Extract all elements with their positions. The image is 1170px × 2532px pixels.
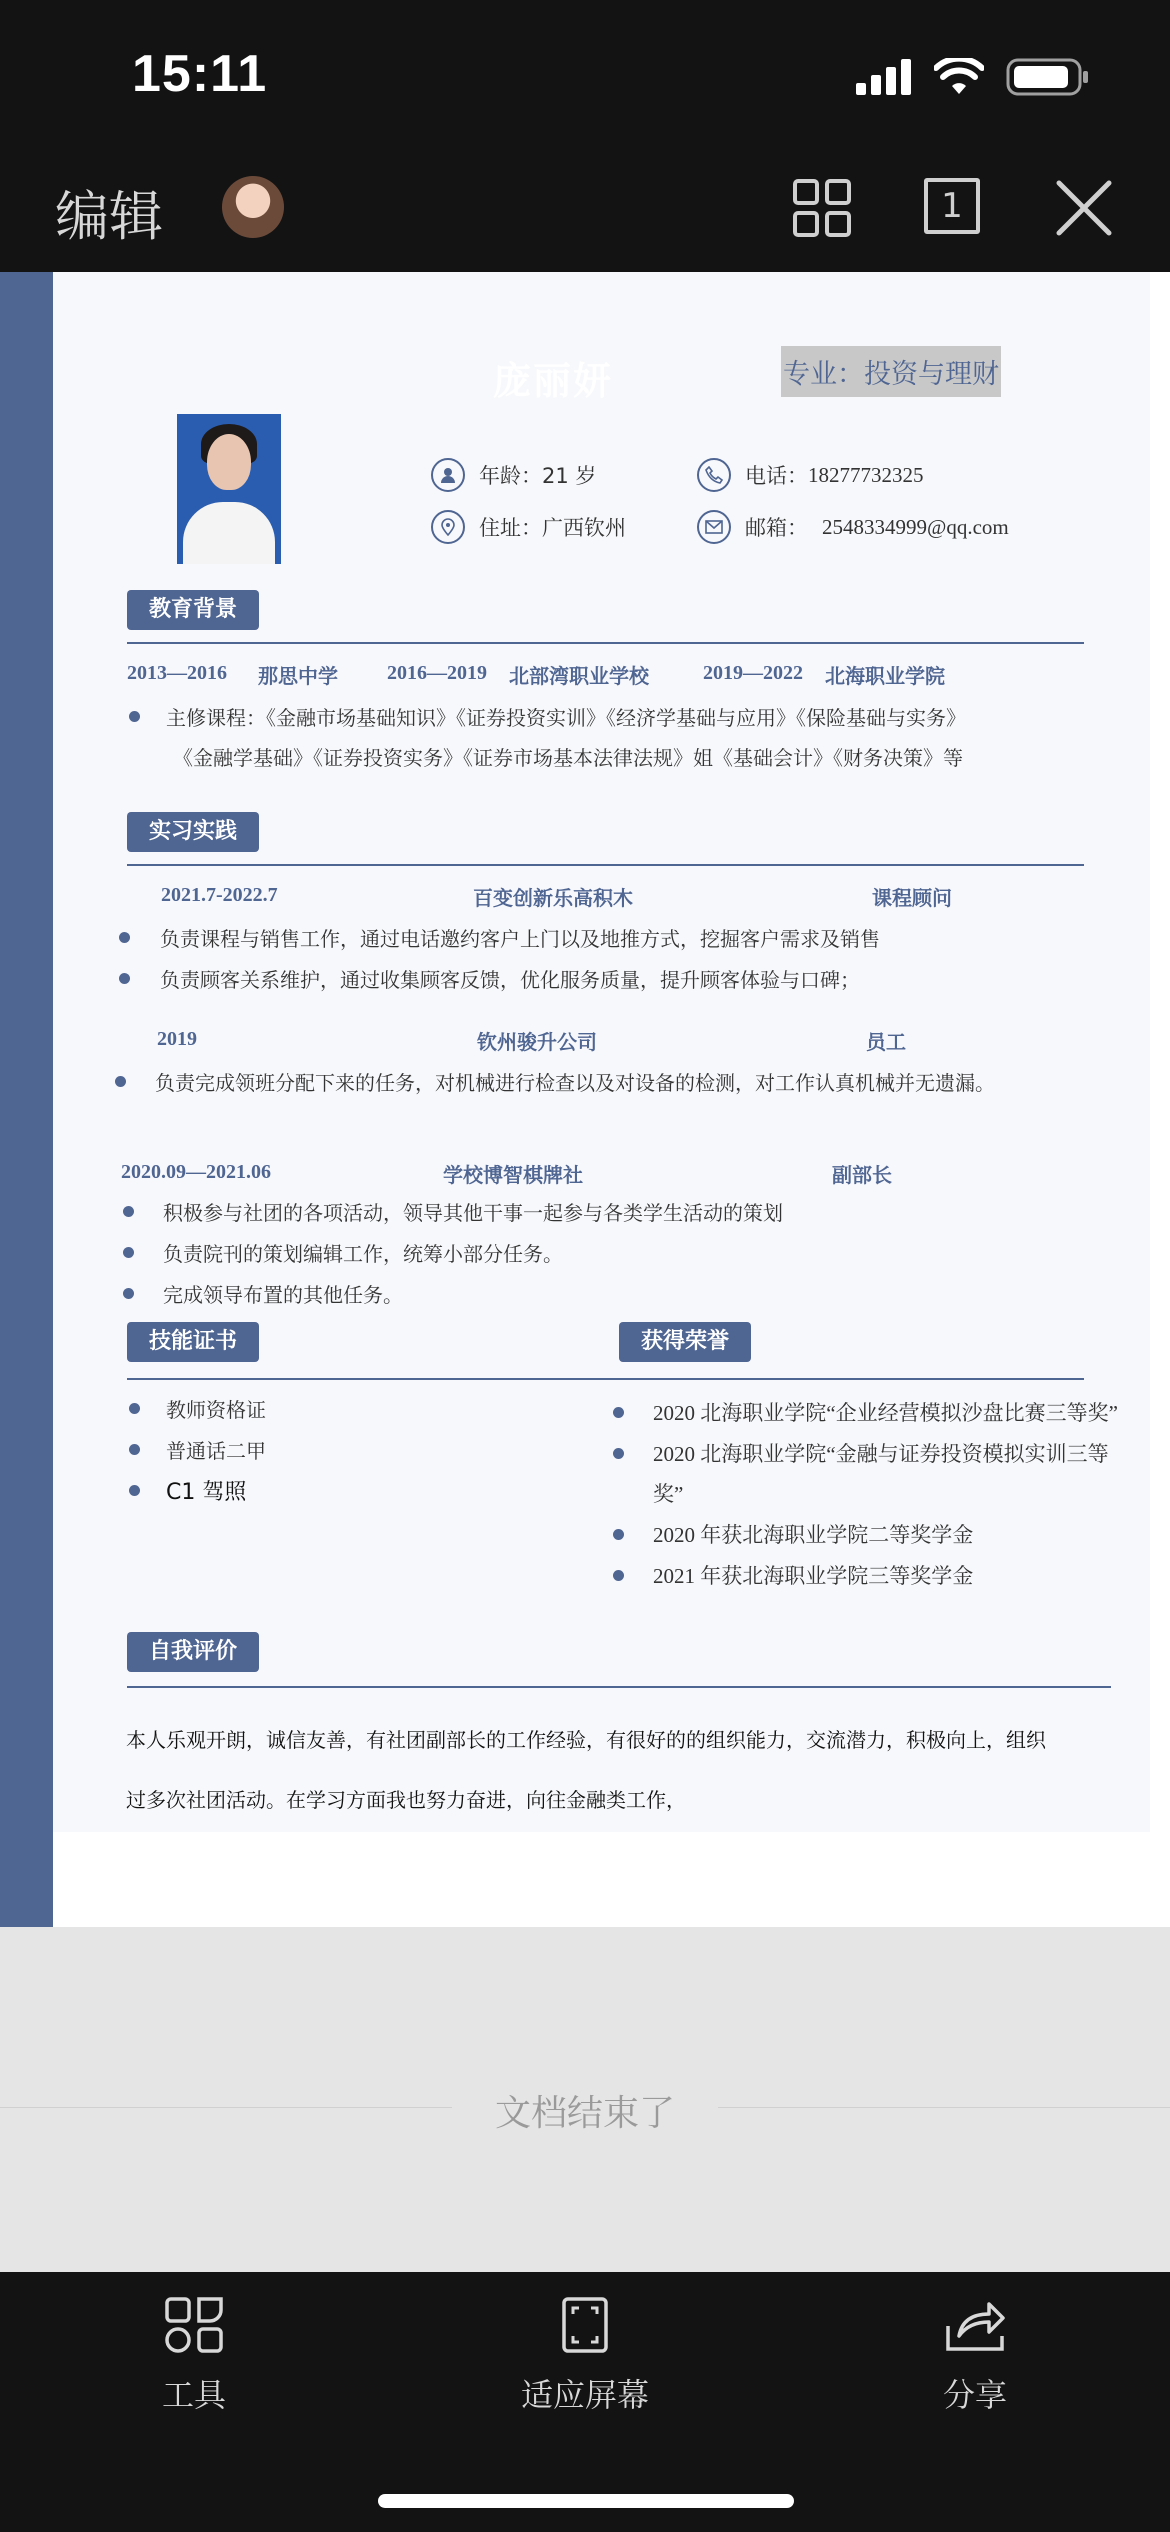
edu-period-3: 2019—2022 bbox=[703, 662, 803, 684]
bullet-dot bbox=[123, 1247, 134, 1258]
honor-item-3: 2020 年获北海职业学院二等奖学金 bbox=[653, 1523, 974, 1547]
person-icon bbox=[431, 458, 465, 492]
bullet-dot bbox=[129, 1485, 140, 1496]
profile-photo bbox=[177, 414, 281, 564]
self-eval-divider bbox=[127, 1686, 1111, 1688]
skills-honors-divider bbox=[127, 1378, 1084, 1380]
job-2-bullet-1: 负责完成领班分配下来的任务，对机械进行检查以及对设备的检测，对工作认真机械并无遗漏。 bbox=[155, 1071, 995, 1095]
bullet-dot bbox=[129, 1444, 140, 1455]
job-1-bullet-2: 负责顾客关系维护，通过收集顾客反馈，优化服务质量，提升顾客体验与口碑； bbox=[160, 968, 860, 992]
honors-title: 获得荣誉 bbox=[619, 1322, 751, 1362]
bullet-dot bbox=[129, 711, 140, 722]
fit-screen-button[interactable] bbox=[465, 2296, 705, 2416]
job-3-bullet-1: 积极参与社团的各项活动，领导其他干事一起参与各类学生活动的策划 bbox=[163, 1201, 783, 1225]
honor-item-2: 2020 北海职业学院“金融与证券投资模拟实训三等 bbox=[653, 1442, 1109, 1466]
info-email bbox=[697, 510, 1009, 544]
bullet-dot bbox=[119, 932, 130, 943]
tools-button[interactable] bbox=[74, 2296, 314, 2416]
job-3-bullet-3: 完成领导布置的其他任务。 bbox=[163, 1283, 403, 1307]
fit-screen-label: 适应屏幕 bbox=[520, 2376, 649, 2414]
cellular-signal-icon bbox=[856, 59, 912, 95]
resume-name: 庞丽妍 bbox=[493, 359, 614, 403]
info-phone-number: 18277732325 bbox=[808, 462, 924, 487]
battery-icon bbox=[1006, 58, 1090, 96]
bottom-toolbar bbox=[0, 2272, 1170, 2532]
info-address bbox=[431, 510, 626, 544]
job-2-role: 员工 bbox=[866, 1030, 906, 1054]
internship-title: 实习实践 bbox=[127, 812, 259, 852]
phone-icon bbox=[697, 458, 731, 492]
fit-screen-icon bbox=[561, 2296, 609, 2354]
share-button[interactable] bbox=[855, 2296, 1095, 2416]
edu-period-2: 2016—2019 bbox=[387, 662, 487, 684]
home-indicator[interactable] bbox=[378, 2494, 794, 2508]
page-indicator-button[interactable] bbox=[924, 178, 980, 234]
job-1-role: 课程顾问 bbox=[872, 886, 952, 910]
info-phone-label: 电话： bbox=[745, 464, 808, 488]
wifi-icon bbox=[934, 58, 984, 96]
share-icon bbox=[945, 2296, 1005, 2354]
edu-period-1: 2013—2016 bbox=[127, 662, 227, 684]
honor-item-2-cont: 奖” bbox=[653, 1482, 684, 1506]
job-1-period: 2021.7-2022.7 bbox=[161, 884, 278, 906]
job-3-bullet-2: 负责院刊的策划编辑工作，统筹小部分任务。 bbox=[163, 1242, 563, 1266]
edu-school-3: 北海职业学院 bbox=[825, 664, 945, 688]
page-indicator-number: 1 bbox=[941, 186, 963, 226]
info-email-label: 邮箱： bbox=[745, 516, 808, 540]
job-1-company: 百变创新乐高积木 bbox=[473, 886, 633, 910]
job-2-company: 钦州骏升公司 bbox=[477, 1030, 597, 1054]
tools-icon bbox=[164, 2296, 224, 2354]
job-2-period: 2019 bbox=[157, 1028, 197, 1050]
info-phone bbox=[697, 458, 924, 492]
user-avatar[interactable] bbox=[222, 176, 284, 238]
bullet-dot bbox=[613, 1448, 624, 1459]
info-address-text: 住址：广西钦州 bbox=[479, 516, 626, 540]
honor-item-1: 2020 北海职业学院“企业经营模拟沙盘比赛三等奖” bbox=[653, 1401, 1118, 1425]
info-age bbox=[431, 458, 596, 492]
document-end-area bbox=[0, 1927, 1170, 2272]
bullet-dot bbox=[613, 1570, 624, 1581]
job-3-period: 2020.09—2021.06 bbox=[121, 1161, 271, 1183]
job-1-bullet-1: 负责课程与销售工作，通过电话邀约客户上门以及地推方式，挖掘客户需求及销售 bbox=[160, 927, 880, 951]
document-left-stripe bbox=[0, 272, 53, 1927]
edu-school-1: 那思中学 bbox=[258, 664, 338, 688]
education-divider bbox=[127, 642, 1084, 644]
bullet-dot bbox=[123, 1288, 134, 1299]
bullet-dot bbox=[129, 1403, 140, 1414]
self-eval-line-2: 过多次社团活动。在学习方面我也努力奋进，向往金融类工作， bbox=[126, 1788, 686, 1812]
resume-major: 专业：投资与理财 bbox=[781, 346, 1001, 397]
share-label: 分享 bbox=[942, 2376, 1007, 2414]
tools-label: 工具 bbox=[161, 2376, 226, 2414]
status-time: 15:11 bbox=[132, 45, 268, 103]
document-viewer[interactable] bbox=[0, 272, 1170, 1927]
end-of-document-text: 文档结束了 bbox=[494, 2093, 675, 2134]
top-toolbar bbox=[0, 150, 1170, 272]
bullet-dot bbox=[115, 1076, 126, 1087]
job-3-role: 副部长 bbox=[832, 1163, 892, 1187]
status-bar bbox=[0, 0, 1170, 150]
courses-line-2: 《金融学基础》《证券投资实务》《证券市场基本法律法规》姐《基础会计》《财务决策》等 bbox=[173, 746, 963, 770]
info-email-address: 2548334999@qq.com bbox=[822, 514, 1009, 539]
info-age-text: 年龄：21 岁 bbox=[479, 464, 597, 488]
courses-line-1: 主修课程：《金融市场基础知识》《证券投资实训》《经济学基础与应用》《保险基础与实务》 bbox=[166, 706, 966, 730]
skill-item-3: C1 驾照 bbox=[166, 1480, 247, 1505]
skill-item-2: 普通话二甲 bbox=[166, 1439, 266, 1463]
bullet-dot bbox=[613, 1407, 624, 1418]
grid-view-icon[interactable] bbox=[792, 178, 852, 238]
skill-item-1: 教师资格证 bbox=[166, 1398, 266, 1422]
bullet-dot bbox=[119, 973, 130, 984]
location-pin-icon bbox=[431, 510, 465, 544]
edu-school-2: 北部湾职业学校 bbox=[509, 664, 649, 688]
self-eval-title: 自我评价 bbox=[127, 1632, 259, 1672]
bullet-dot bbox=[613, 1529, 624, 1540]
education-title: 教育背景 bbox=[127, 590, 259, 630]
close-icon[interactable] bbox=[1056, 180, 1112, 236]
mail-icon bbox=[697, 510, 731, 544]
bullet-dot bbox=[123, 1206, 134, 1217]
status-icons bbox=[856, 58, 1090, 96]
job-3-company: 学校博智棋牌社 bbox=[443, 1163, 583, 1187]
skills-title: 技能证书 bbox=[127, 1322, 259, 1362]
self-eval-line-1: 本人乐观开朗，诚信友善，有社团副部长的工作经验，有很好的的组织能力，交流潜力，积极向上，组织 bbox=[126, 1728, 1046, 1752]
resume-page bbox=[53, 272, 1150, 1832]
internship-divider bbox=[127, 864, 1084, 866]
honor-item-4: 2021 年获北海职业学院三等奖学金 bbox=[653, 1564, 974, 1588]
edit-button[interactable]: 编辑 bbox=[55, 185, 163, 248]
